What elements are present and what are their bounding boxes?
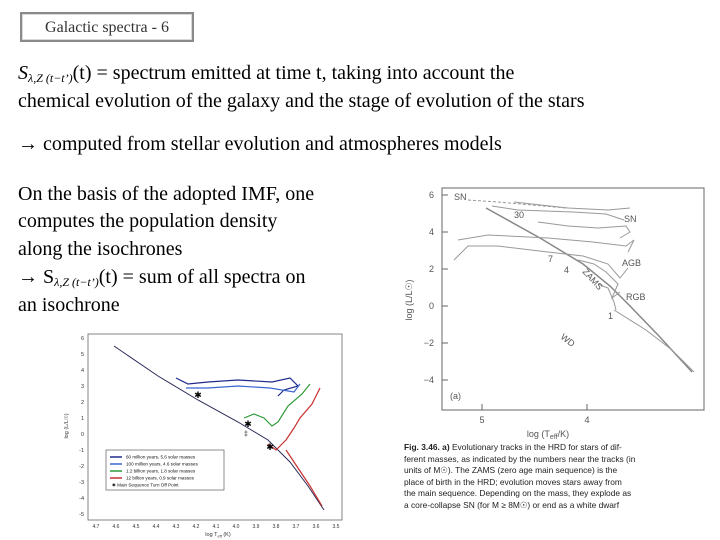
hrd-evolution-figure (398, 180, 716, 442)
definition-line-2: chemical evolution of the galaxy and the stage of evolution of the stars (18, 90, 585, 112)
sn-label-top: SN (454, 192, 467, 202)
svg-text:4: 4 (80, 368, 84, 374)
svg-text:✱: ✱ (194, 390, 202, 400)
svg-text:4.4: 4.4 (152, 524, 160, 530)
imf-line-2: computes the population density (18, 210, 278, 232)
svg-text:‡: ‡ (244, 431, 248, 438)
panel-label: (a) (450, 391, 461, 401)
svg-text:3.6: 3.6 (312, 524, 320, 530)
x-tick: 4 (584, 415, 590, 425)
mass-1-label: 1 (608, 311, 614, 321)
imf-line-last: an isochrone (18, 294, 120, 316)
mass-4-label: 4 (564, 265, 570, 275)
y-tick: 0 (428, 301, 434, 311)
svg-text:4.0: 4.0 (232, 524, 240, 530)
y-tick: −2 (423, 338, 434, 348)
sn-label-right: SN (624, 214, 637, 224)
x-axis-label: $\log (T_{eff}/K)$ (526, 429, 570, 441)
isochrone-legend (106, 450, 224, 490)
isochrone-sum-line: → $S_{\lambda,Z (t-t’)}(t)$ = sum of all spectra on (18, 266, 306, 289)
y-tick: −4 (423, 375, 434, 385)
spectrum-subscript: λ,Z (t−t’) (28, 71, 73, 85)
legend-entry: ✱ Main Sequence Turn Off Point (112, 482, 179, 488)
agb-label: AGB (622, 258, 642, 268)
legend-entry: 12 billion years, 0.9 solar masses (126, 475, 194, 481)
caption-label: Fig. 3.46. a) (404, 442, 450, 452)
computed-from-line: → computed from stellar evolution and atmospheres models (18, 133, 502, 155)
svg-text:5: 5 (80, 352, 84, 358)
svg-text:3.9: 3.9 (252, 524, 260, 530)
svg-text:4.3: 4.3 (172, 524, 180, 530)
svg-text:3.8: 3.8 (272, 524, 280, 530)
svg-text:3.7: 3.7 (292, 524, 300, 530)
imf-line-1: On the basis of the adopted IMF, one (18, 183, 315, 205)
svg-text:4.5: 4.5 (132, 524, 140, 530)
definition-text: (t) = spectrum emitted at time t, taking into account the (72, 62, 515, 84)
svg-text:4.7: 4.7 (92, 524, 100, 530)
svg-text:4.1: 4.1 (212, 524, 220, 530)
mass-30-label: 30 (514, 210, 525, 220)
svg-text:✱: ✱ (266, 442, 274, 452)
legend-entry: 100 million years, 4.6 solar masses (126, 461, 198, 467)
legend-entry: 1.2 billion years, 1.8 solar masses (126, 468, 196, 474)
mass-7-label: 7 (548, 254, 554, 264)
y-axis-label: log (L/L☉) (404, 279, 414, 321)
svg-text:4.6: 4.6 (112, 524, 120, 530)
wd-label: WD (558, 331, 577, 349)
rgb-label: RGB (626, 292, 646, 302)
svg-text:4.2: 4.2 (192, 524, 200, 530)
imf-line-3: along the isochrones (18, 238, 183, 260)
svg-text:2: 2 (80, 400, 84, 406)
svg-text:-5: -5 (79, 512, 84, 518)
y-axis-label: log (L/L☉) (64, 413, 70, 439)
svg-text:3.5: 3.5 (332, 524, 340, 530)
svg-text:1: 1 (80, 416, 84, 422)
y-tick: 6 (428, 190, 434, 200)
y-tick: 2 (428, 264, 434, 274)
svg-text:3: 3 (80, 384, 84, 390)
svg-text:-4: -4 (79, 496, 84, 502)
zams-label: ZAMS (580, 266, 605, 292)
svg-text:✱: ✱ (244, 419, 252, 429)
y-tick: 4 (428, 227, 434, 237)
svg-text:-1: -1 (79, 448, 84, 454)
legend-entry: 60 million years, 5.6 solar masses (126, 454, 196, 460)
svg-text:0: 0 (80, 432, 84, 438)
svg-text:6: 6 (80, 336, 84, 342)
slide-title-box (20, 12, 194, 42)
x-axis-label: $\log T_{eff}$ (K) (205, 532, 231, 538)
svg-text:-2: -2 (79, 464, 84, 470)
figure-caption: Fig. 3.46. a) Evolutionary tracks in the HRD for stars of dif- ferent masses, as indicated by the numbers near the tracks (in units of M☉). The ZAMS (zero age main sequence) is the place of birth in the HRD; evolution moves stars away from the main sequence. Depending on the mass, they explode as a core-collapse SN (for M ≥ 8M☉) or end as a white dwarf (404, 442, 636, 510)
svg-text:-3: -3 (79, 480, 84, 486)
x-tick: 5 (479, 415, 485, 425)
isochrone-figure (58, 326, 348, 538)
slide-title: Galactic spectra - 6 (45, 19, 169, 36)
spectrum-symbol: S (18, 62, 28, 84)
